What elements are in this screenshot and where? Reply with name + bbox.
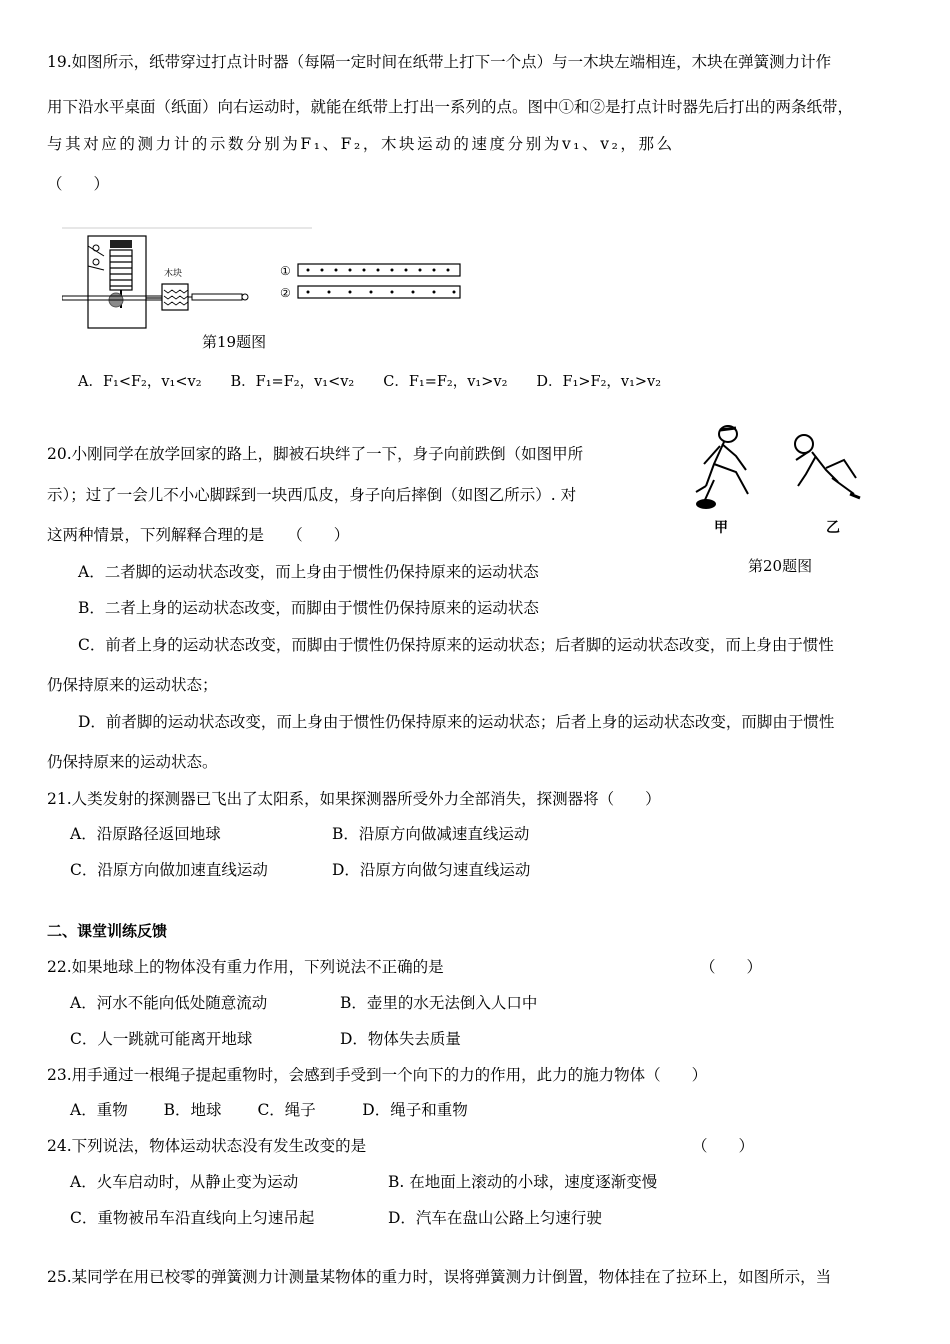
q21-stem: 21.人类发射的探测器已飞出了太阳系，如果探测器所受外力全部消失，探测器将（ ）: [47, 790, 661, 808]
q24-option-b: B. 在地面上滚动的小球，速度逐渐变慢: [388, 1173, 658, 1191]
tape-2: [298, 286, 460, 298]
q23-stem: 23.用手通过一根绳子提起重物时，会感到手受到一个向下的力的作用，此力的施力物体（ ）: [47, 1066, 708, 1084]
q22-option-a: A．河水不能向低处随意流动: [70, 994, 268, 1012]
q20-option-c-2: 仍保持原来的运动状态；: [47, 676, 218, 694]
q20-option-d-1: D．前者脚的运动状态改变，而上身由于惯性仍保持原来的运动状态；后者上身的运动状态改变，而脚由于惯性: [78, 713, 835, 731]
q20-line-2: 示）；过了一会儿不小心脚踩到一块西瓜皮，身子向后摔倒（如图乙所示）. 对: [47, 486, 577, 504]
q22-answer-paren: （ ）: [700, 958, 763, 976]
q22-option-d: D．物体失去质量: [340, 1030, 461, 1048]
q20-line-1: 20.小刚同学在放学回家的路上，脚被石块绊了一下，身子向前跌倒（如图甲所: [47, 445, 584, 463]
figure-19-caption: 第19题图: [202, 333, 267, 351]
q24-option-a: A．火车启动时，从静止变为运动: [70, 1173, 299, 1191]
tape-2-dots: [307, 291, 456, 294]
label-jia: 甲: [714, 520, 728, 536]
q19-line-2: 用下沿水平桌面（纸面）向右运动时，就能在纸带上打出一系列的点。图中①和②是打点计时器先后打出的两条纸带，: [47, 98, 854, 116]
q20-option-b: B．二者上身的运动状态改变，而脚由于惯性仍保持原来的运动状态: [78, 599, 539, 617]
label-yi: 乙: [826, 520, 840, 536]
q20-option-a: A．二者脚的运动状态改变，而上身由于惯性仍保持原来的运动状态: [78, 563, 539, 581]
tape-1-label: ①: [280, 264, 291, 278]
ticker-timer-figure: [62, 226, 472, 336]
q21-option-c: C．沿原方向做加速直线运动: [70, 861, 268, 879]
q24-answer-paren: （ ）: [692, 1137, 755, 1155]
tape-2-label: ②: [280, 286, 291, 300]
q24-option-d: D．汽车在盘山公路上匀速行驶: [388, 1209, 602, 1227]
figure-20-caption: 第20题图: [748, 557, 813, 575]
q19-options: A．F₁<F₂，v₁<v₂ B．F₁=F₂，v₁<v₂ C．F₁=F₂，v₁>v₂ D．F₁>F₂，v₁>v₂: [78, 374, 662, 390]
block-label: 木块: [164, 269, 183, 279]
q22-option-c: C．人一跳就可能离开地球: [70, 1030, 253, 1048]
q24-option-c: C．重物被吊车沿直线向上匀速吊起: [70, 1209, 315, 1227]
q20-line-3: 这两种情景，下列解释合理的是 （ ）: [47, 526, 350, 544]
q25-line-1: 25.某同学在用已校零的弹簧测力计测量某物体的重力时，误将弹簧测力计倒置，物体挂在了拉环上，如图所示，当: [47, 1268, 832, 1286]
section-title: 二、课堂训练反馈: [47, 922, 168, 940]
q19-line-3: 与其对应的测力计的示数分别为F₁、F₂，木块运动的速度分别为v₁、v₂，那么: [47, 135, 675, 153]
q23-options: A．重物 B．地球 C．绳子 D．绳子和重物: [70, 1101, 468, 1119]
q22-option-b: B．壶里的水无法倒入人口中: [340, 994, 538, 1012]
q21-option-a: A．沿原路径返回地球: [70, 825, 221, 843]
tape-1-dots: [307, 269, 450, 272]
q22-stem: 22.如果地球上的物体没有重力作用，下列说法不正确的是: [47, 958, 444, 976]
q20-option-d-2: 仍保持原来的运动状态。: [47, 753, 218, 771]
q21-option-b: B．沿原方向做减速直线运动: [332, 825, 530, 843]
q19-answer-paren: （ ）: [47, 175, 110, 193]
q21-option-d: D．沿原方向做匀速直线运动: [332, 861, 531, 879]
q19-line-1: 19.如图所示，纸带穿过打点计时器（每隔一定时间在纸带上打下一个点）与一木块左端相连，木块在弹簧测力计作: [47, 53, 832, 71]
q24-stem: 24.下列说法，物体运动状态没有发生改变的是: [47, 1137, 367, 1155]
person-forward: [696, 426, 748, 502]
q20-option-c-1: C．前者上身的运动状态改变，而脚由于惯性仍保持原来的运动状态；后者脚的运动状态改变，而上身由于惯性: [78, 636, 834, 654]
falling-figure: [676, 420, 876, 540]
stone: [696, 499, 716, 509]
person-backward: [795, 435, 856, 494]
